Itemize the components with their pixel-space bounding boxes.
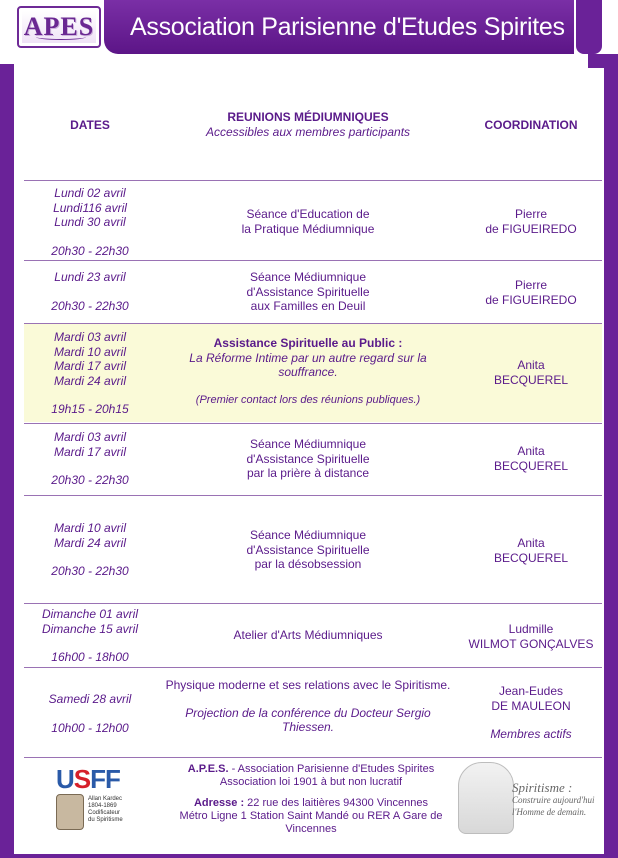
table-row	[24, 424, 602, 494]
row-dates	[24, 692, 156, 735]
table-row	[24, 604, 602, 666]
banner-tab	[576, 0, 602, 54]
date-line: Dimanche 01 avril	[41, 607, 139, 621]
date-line: Lundi116 avril	[53, 200, 127, 215]
date-line: Mardi 10 avril	[53, 521, 127, 535]
row-dates	[24, 430, 156, 488]
signature-line: Spiritisme :	[512, 780, 573, 795]
page-title: Association Parisienne d'Etudes Spirites	[130, 12, 565, 41]
activity-line: Séance Médiumnique	[249, 270, 367, 284]
coord-line: de FIGUEIREDO	[485, 221, 577, 236]
activity-line: aux Familles en Deuil	[250, 299, 366, 313]
row-activity	[160, 437, 456, 481]
usff-letter: U	[56, 764, 74, 794]
activity-line: souffrance.	[278, 365, 338, 379]
table-row	[24, 262, 602, 322]
row-coordinator	[460, 358, 602, 387]
coord-line: BECQUEREL	[493, 372, 569, 387]
date-line: Mardi 03 avril	[53, 430, 127, 444]
date-line: Lundi 02 avril	[54, 186, 126, 200]
coord-line: BECQUEREL	[493, 458, 569, 473]
row-coordinator	[460, 622, 602, 651]
signature-line: Construire aujourd'hui	[512, 795, 595, 805]
activity-line: Séance Médiumnique	[249, 528, 367, 542]
header-coordination: COORDINATION	[484, 118, 578, 132]
header-reunions	[160, 110, 456, 139]
date-line: Dimanche 15 avril	[41, 621, 139, 636]
row-dates	[24, 521, 156, 579]
kardec-bust-icon	[458, 762, 514, 834]
coord-line: DE MAULEON	[491, 698, 571, 713]
header-dates: DATES	[70, 118, 110, 132]
title-banner	[104, 0, 574, 54]
row-coordinator	[460, 444, 602, 473]
footer-org-acronym: A.P.E.S.	[187, 763, 229, 775]
logo-text: APES	[23, 12, 95, 41]
kardec-caption	[88, 796, 132, 824]
footer-address-line	[166, 797, 456, 810]
activity-line: d'Assistance Spirituelle	[246, 542, 370, 557]
date-line: Mardi 24 avril	[53, 535, 127, 550]
frame-bottom	[0, 854, 618, 858]
activity-note: (Premier contact lors des réunions publiques.)	[195, 393, 421, 406]
header-reunions-title: REUNIONS MÉDIUMNIQUES	[227, 110, 389, 124]
table-row	[24, 496, 602, 602]
row-coordinator	[460, 684, 602, 742]
activity-line: Projection de la conférence du Docteur Sergio	[185, 705, 431, 720]
coord-line: de FIGUEIREDO	[485, 292, 577, 307]
activity-plain: Physique moderne et ses relations avec le Spiritisme.	[165, 678, 451, 692]
time-line: 20h30 - 22h30	[51, 564, 129, 578]
date-line: Mardi 17 avril	[53, 444, 127, 459]
footer-org-line	[166, 763, 456, 776]
apes-logo[interactable]	[17, 6, 101, 48]
activity-line: par la désobsession	[254, 557, 362, 571]
frame-right	[604, 64, 618, 858]
row-dates	[24, 607, 156, 665]
row-divider	[24, 260, 602, 261]
usff-logo[interactable]	[50, 764, 132, 836]
usff-letter: S	[73, 764, 91, 794]
row-dates	[24, 186, 156, 258]
activity-line: Séance Médiumnique	[249, 437, 367, 451]
row-activity	[160, 528, 456, 572]
coord-line: WILMOT GONÇALVES	[468, 636, 594, 651]
footer-org-name: - Association Parisienne d'Etudes Spirites	[228, 763, 435, 775]
kardec-portrait-icon	[56, 794, 84, 830]
spiritisme-signature	[512, 782, 604, 818]
kardec-caption-line: du Spiritisme	[88, 817, 123, 823]
time-line: 19h15 - 20h15	[51, 402, 129, 416]
time-line: 20h30 - 22h30	[51, 298, 129, 313]
row-activity	[160, 270, 456, 314]
date-line: Lundi 23 avril	[54, 270, 126, 284]
signature-line: l'Homme de demain.	[512, 807, 587, 817]
row-activity	[160, 678, 456, 735]
coord-line: Pierre	[514, 278, 547, 292]
row-activity	[160, 207, 456, 236]
activity-line: la Pratique Médiumnique	[241, 221, 375, 236]
table-row	[24, 182, 602, 260]
usff-wordmark	[56, 764, 120, 795]
coord-line: BECQUEREL	[493, 550, 569, 565]
usff-letter: FF	[90, 764, 120, 794]
coord-line: Anita	[517, 536, 545, 550]
row-divider	[24, 757, 602, 758]
kardec-caption-line: 1804-1869	[88, 803, 117, 809]
kardec-caption-line: Allan Kardec	[88, 796, 123, 802]
table-row-highlighted	[24, 324, 602, 422]
header	[0, 0, 618, 60]
row-dates	[24, 330, 156, 417]
coord-line: Anita	[517, 444, 545, 458]
activity-line: La Réforme Intime par un autre regard sur la	[189, 350, 427, 365]
activity-line: Atelier d'Arts Médiumniques	[233, 628, 383, 642]
row-divider	[24, 180, 602, 181]
coord-line: Ludmille	[508, 622, 554, 636]
activity-line: d'Assistance Spirituelle	[246, 284, 370, 299]
coord-line: Pierre	[514, 207, 547, 221]
row-activity	[160, 628, 456, 643]
time-line: 10h00 - 12h00	[51, 720, 129, 735]
date-line: Lundi 30 avril	[54, 215, 126, 229]
table-row	[24, 668, 602, 756]
footer-address-label: Adresse :	[193, 797, 245, 809]
coord-line: Anita	[517, 358, 545, 372]
row-dates	[24, 270, 156, 313]
activity-line: Séance d'Education de	[246, 207, 370, 221]
row-activity	[160, 336, 456, 407]
time-line: 16h00 - 18h00	[51, 650, 129, 664]
coord-note: Membres actifs	[490, 727, 572, 741]
date-line: Mardi 03 avril	[53, 330, 127, 344]
date-line: Samedi 28 avril	[48, 692, 132, 706]
coord-line: Jean-Eudes	[498, 684, 564, 698]
time-line: 20h30 - 22h30	[51, 243, 129, 258]
date-line: Mardi 24 avril	[53, 373, 127, 388]
footer-address-value: 22 rue des laitières 94300 Vincennes	[244, 797, 428, 809]
row-coordinator	[460, 278, 602, 307]
date-line: Mardi 17 avril	[53, 359, 127, 373]
activity-line: Thiessen.	[281, 720, 335, 734]
row-coordinator	[460, 207, 602, 236]
activity-line: par la prière à distance	[246, 466, 370, 480]
footer-legal-line: Association loi 1901 à but non lucratif	[219, 776, 403, 788]
activity-line: d'Assistance Spirituelle	[246, 451, 370, 466]
header-reunions-subtitle: Accessibles aux membres participants	[205, 124, 411, 139]
activity-title: Assistance Spirituelle au Public :	[213, 336, 403, 350]
footer-info	[166, 763, 456, 836]
time-line: 20h30 - 22h30	[51, 473, 129, 487]
row-coordinator	[460, 536, 602, 565]
logo-swash-icon	[36, 34, 86, 40]
date-line: Mardi 10 avril	[53, 344, 127, 359]
footer-metro-line: Métro Ligne 1 Station Saint Mandé ou RER A Gare de Vincennes	[179, 810, 443, 835]
frame-left	[0, 64, 14, 858]
table-header	[24, 108, 602, 148]
kardec-caption-line: Codificateur	[88, 810, 121, 816]
